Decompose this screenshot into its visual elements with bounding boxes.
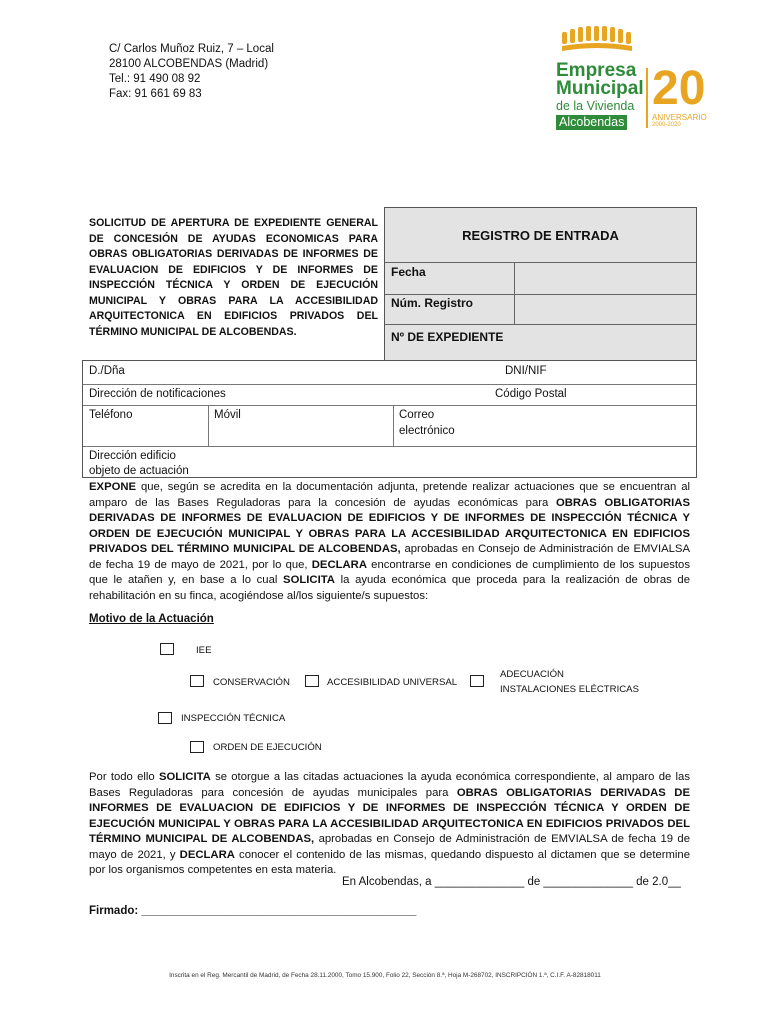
form-col-divider: [393, 405, 394, 446]
address-city: 28100 ALCOBENDAS (Madrid): [109, 58, 269, 70]
document-title: SOLICITUD DE APERTURA DE EXPEDIENTE GENERAL DE CONCESIÓN DE AYUDAS ECONOMICAS PARA OBRAS OBLIGATORIAS DERIVADAS DE INFORMES DE EVALUACION DE EDIFICIOS Y DE INFORMES DE INSPECCIÓN TÉCNICA Y ORDEN DE EJECUCIÓN MUNICIPAL Y OBRAS PARA LA ACCESIBILIDAD ARQUITECTONICA EN EDIFICIOS PRIVADOS DEL TÉRMINO MUNICIPAL DE ALCOBENDAS.: [89, 217, 378, 338]
form-row-divider: [83, 446, 696, 447]
adecuacion-label-2: INSTALACIONES ELÉCTRICAS: [500, 684, 639, 695]
expone-text: aprobadas en Consejo de Administración de EMVIALSA de fecha 19 de mayo de 2021, por lo que,: [89, 543, 690, 571]
correo-label-1: Correo: [399, 409, 435, 421]
inspeccion-checkbox[interactable]: [158, 712, 172, 724]
orden-checkbox[interactable]: [190, 741, 204, 753]
sender-address: [109, 42, 274, 102]
correo-label-2: electrónico: [399, 425, 455, 437]
solicita-text: conocer el contenido de las mismas, quedando dispuesto al dictamen que se determine por los organismos competentes en esta materia.: [89, 848, 690, 876]
logo-anniversary-years: 2000-2020: [652, 122, 681, 128]
expone-text: la ayuda económica que proceda para la realización de obras de rehabilitación en su finca, acogiéndose al/los siguiente/s supuestos:: [89, 574, 690, 602]
orden-label: ORDEN DE EJECUCIÓN: [213, 742, 322, 753]
logo-text-4: Alcobendas: [556, 115, 627, 130]
address-phone: Tel.: 91 490 08 92: [109, 73, 201, 85]
solicita-bold-text: OBRAS OBLIGATORIAS DERIVADAS DE INFORMES DE EVALUACION DE EDIFICIOS Y DE INFORMES DE INSPECCIÓN TÉCNICA Y ORDEN DE EJECUCIÓN MUNICIPAL Y OBRAS PARA LA ACCESIBILIDAD ARQUITECTONICA EN EDIFICIOS PRIVADOS DEL TÉRMINO MUNICIPAL DE ALCOBENDAS,: [89, 786, 690, 845]
dona-label: D./Dña: [89, 365, 125, 377]
expediente-label: Nº DE EXPEDIENTE: [391, 330, 504, 344]
solicita-text: se otorgue a las citadas actuaciones la ayuda económica correspondiente, al amparo de las Bases Reguladoras para concesión de ayudas municipales para: [89, 771, 690, 799]
registro-divider: [385, 294, 696, 295]
registro-divider: [385, 324, 696, 325]
logo-divider: [646, 68, 648, 128]
registro-entrada-box: [384, 207, 697, 361]
solicita-text: aprobadas en Consejo de Administración de EMVIALSA de fecha 19 de mayo de 2021, y: [89, 833, 690, 861]
address-fax: Fax: 91 661 69 83: [109, 88, 202, 100]
codigo-postal-label: Código Postal: [495, 388, 567, 400]
accesibilidad-checkbox[interactable]: [305, 675, 319, 687]
solicita-paragraph: [89, 770, 690, 879]
solicita-word: SOLICITA: [283, 574, 335, 586]
form-col-divider: [208, 405, 209, 446]
logo-anniversary-label: ANIVERSARIO: [652, 113, 707, 122]
accesibilidad-label: ACCESIBILIDAD UNIVERSAL: [327, 677, 458, 688]
logo-text-1: Empresa: [556, 60, 637, 81]
expone-bold-text: OBRAS OBLIGATORIAS DERIVADAS DE INFORMES DE EVALUACION DE EDIFICIOS Y DE INFORMES DE INSPECCIÓN TÉCNICA Y ORDEN DE EJECUCIÓN MUNICIPAL Y OBRAS PARA LA ACCESIBILIDAD ARQUITECTONICA EN EDIFICIOS PRIVADOS DEL TÉRMINO MUNICIPAL DE ALCOBENDAS,: [89, 496, 690, 555]
address-street: C/ Carlos Muñoz Ruiz, 7 – Local: [109, 43, 274, 55]
crown-icon: [558, 26, 636, 56]
applicant-form: [82, 360, 697, 478]
registro-vertical-divider: [514, 262, 515, 324]
direccion-label: Dirección de notificaciones: [89, 388, 226, 400]
telefono-label: Teléfono: [89, 409, 133, 421]
registro-divider: [385, 262, 696, 263]
registro-title: REGISTRO DE ENTRADA: [462, 228, 619, 243]
adecuacion-checkbox[interactable]: [470, 675, 484, 687]
firmado-line: Firmado: ___________________________________________: [89, 905, 417, 917]
movil-label: Móvil: [214, 409, 241, 421]
solicita-text: Por todo ello: [89, 771, 159, 783]
dni-label: DNI/NIF: [505, 365, 547, 377]
inspeccion-label: INSPECCIÓN TÉCNICA: [181, 713, 286, 724]
conservacion-checkbox[interactable]: [190, 675, 204, 687]
edificio-label-1: Dirección edificio: [89, 450, 176, 462]
registry-footer: Inscrita en el Reg. Mercantil de Madrid, de Fecha 28.11.2000, Tomo 15.900, Folio 22, Sección 8.ª, Hoja M-268702, INSCRIPCIÓN 1.ª, C.I.F. A-82818011: [169, 972, 601, 979]
logo-anniversary-number: 20: [652, 62, 706, 115]
fecha-lugar-line: En Alcobendas, a ______________ de ______________ de 2.0__: [342, 876, 681, 888]
form-row-divider: [83, 405, 696, 406]
declara-word: DECLARA: [179, 848, 235, 861]
iee-checkbox[interactable]: [160, 643, 174, 655]
expone-paragraph: [89, 480, 690, 604]
solicita-word: SOLICITA: [158, 771, 211, 783]
logo-text-2: Municipal: [556, 78, 644, 99]
form-row-divider: [83, 384, 696, 385]
num-registro-label: Núm. Registro: [391, 296, 474, 310]
expone-text: que, según se acredita en la documentación adjunta, pretende realizar actuaciones que se encuentran al amparo de las Bases Reguladoras para la concesión de ayudas económicas para: [89, 481, 690, 509]
logo-text-3: de la Vivienda: [556, 99, 635, 113]
adecuacion-label-1: ADECUACIÓN: [500, 669, 564, 680]
fecha-label: Fecha: [391, 265, 426, 279]
declara-word: DECLARA: [311, 558, 367, 571]
expone-text: encontrarse en condiciones de cumplimiento de los supuestos que le atañen y, en base a lo cual: [89, 558, 690, 586]
iee-label: IEE: [196, 645, 212, 656]
conservacion-label: CONSERVACIÓN: [213, 677, 290, 688]
expone-word: EXPONE: [89, 481, 137, 493]
edificio-label-2: objeto de actuación: [89, 465, 189, 477]
company-logo: [552, 26, 712, 136]
motivo-title: Motivo de la Actuación: [89, 613, 214, 625]
